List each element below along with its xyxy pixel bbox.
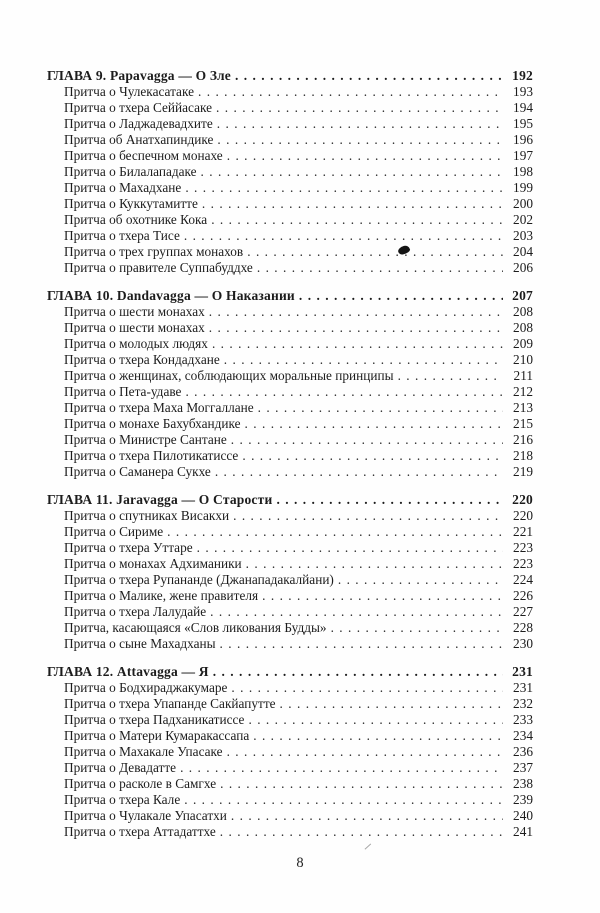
dot-leader	[167, 524, 503, 540]
toc-entry-title: Притча о расколе в Самгхе	[64, 776, 217, 791]
toc-entry-row	[47, 604, 533, 620]
dot-leader	[184, 228, 503, 244]
toc-entry-title: Притча о трех группах монахов	[64, 244, 244, 259]
dot-leader	[246, 556, 503, 572]
dot-leader	[245, 416, 503, 432]
toc-chapter-page: 220	[512, 492, 533, 507]
toc-entry-page: 212	[513, 384, 533, 399]
toc-section-entries	[47, 680, 533, 840]
dot-leader	[253, 728, 503, 744]
dot-leader	[212, 336, 503, 352]
toc-entry-page: 232	[513, 696, 533, 711]
toc-entry-row	[47, 636, 533, 652]
toc-entry-page: 231	[513, 680, 533, 695]
toc-entry-page: 240	[513, 808, 533, 823]
toc-entry-title: Притча о беспечном монахе	[64, 148, 223, 163]
toc-entry-title: Притча о тхера Рупананде (Джанападакалйани)	[64, 572, 334, 587]
toc-entry-title: Притча о правителе Суппабуддхе	[64, 260, 253, 275]
toc-entry-row	[47, 132, 533, 148]
page-number: 8	[296, 855, 304, 871]
toc-chapter-page: 192	[512, 68, 533, 83]
dot-leader	[231, 432, 503, 448]
toc-entry-row	[47, 304, 533, 320]
dot-leader	[220, 776, 503, 792]
toc-entry-title: Притча об Анатхапиндике	[64, 132, 214, 147]
toc-entry-title: Притча о Матери Кумаракассапа	[64, 728, 250, 743]
toc-entry-page: 233	[513, 712, 533, 727]
toc-entry-row	[47, 336, 533, 352]
toc-entry-page: 209	[513, 336, 533, 351]
toc-entry-page: 241	[513, 824, 533, 839]
toc-entry-page: 228	[513, 620, 533, 635]
toc-entry-title: Притча о монахах Адхиманики	[64, 556, 242, 571]
toc-entry-page: 198	[513, 164, 533, 179]
toc-entry-page: 199	[513, 180, 533, 195]
toc-entry-page: 238	[513, 776, 533, 791]
toc-entry-row	[47, 384, 533, 400]
toc-entry-row	[47, 368, 533, 384]
toc-entry-page: 197	[513, 148, 533, 163]
toc-entry-page: 234	[513, 728, 533, 743]
toc-entry-page: 226	[513, 588, 533, 603]
toc-chapter-title: ГЛАВА 11. Jaravagga — О Старости	[47, 492, 273, 507]
toc-entry-row	[47, 776, 533, 792]
toc-entry-title: Притча о Пета-удаве	[64, 384, 182, 399]
toc-entry-page: 221	[513, 524, 533, 539]
toc-entry-page: 203	[513, 228, 533, 243]
toc-entry-row	[47, 448, 533, 464]
toc-entry-row	[47, 760, 533, 776]
dot-leader	[280, 696, 503, 712]
toc-entry-row	[47, 244, 533, 260]
toc-section	[47, 288, 533, 480]
toc-entry-page: 224	[513, 572, 533, 587]
toc-entry-title: Притча о тхера Уттаре	[64, 540, 193, 555]
toc-entry-title: Притча о тхера Маха Моггаллане	[64, 400, 254, 415]
dot-leader	[180, 760, 503, 776]
dot-leader	[224, 352, 503, 368]
toc-entry-title: Притча о женщинах, соблюдающих моральные принципы	[64, 368, 394, 383]
toc-entry-title: Притча о Саманера Сукхе	[64, 464, 211, 479]
toc-entry-title: Притча о тхера Сеййасаке	[64, 100, 213, 115]
dot-leader	[227, 148, 503, 164]
toc-entry-row	[47, 792, 533, 808]
toc-entry-title: Притча о Малике, жене правителя	[64, 588, 259, 603]
toc-entry-title: Притча о Девадатте	[64, 760, 177, 775]
toc-section-entries	[47, 508, 533, 652]
dot-leader	[331, 620, 503, 636]
toc-entry-page: 218	[513, 448, 533, 463]
dot-leader	[248, 712, 503, 728]
toc-entry-row	[47, 464, 533, 480]
toc-entry-title: Притча о шести монахах	[64, 320, 205, 335]
toc-entry-title: Притча о тхера Кале	[64, 792, 181, 807]
dot-leader	[262, 588, 503, 604]
dot-leader	[217, 116, 503, 132]
toc-entry-title: Притча о спутниках Висакхи	[64, 508, 230, 523]
toc-entry-title: Притча, касающаяся «Слов ликования Будды»	[64, 620, 327, 635]
toc-entry-row	[47, 540, 533, 556]
toc-entry-title: Притча о Билалападаке	[64, 164, 197, 179]
toc-chapter-title: ГЛАВА 10. Dandavagga — О Наказании	[47, 288, 295, 303]
toc-entry-row	[47, 180, 533, 196]
toc-entry-row	[47, 824, 533, 840]
dot-leader	[217, 132, 503, 148]
dot-leader	[227, 744, 503, 760]
dot-leader	[201, 164, 503, 180]
toc-entry-page: 223	[513, 540, 533, 555]
toc-chapter-title: ГЛАВА 9. Papavagga — О Зле	[47, 68, 231, 83]
dot-leader	[202, 196, 503, 212]
toc-entry-title: Притча о Куккутамитте	[64, 196, 198, 211]
dot-leader	[276, 492, 503, 508]
dot-leader	[338, 572, 503, 588]
dot-leader	[209, 320, 503, 336]
toc-entry-row	[47, 196, 533, 212]
toc-entry-title: Притча о тхера Падханикатиссе	[64, 712, 245, 727]
toc-entry-row	[47, 680, 533, 696]
dot-leader	[185, 384, 503, 400]
toc-entry-row	[47, 260, 533, 276]
toc-entry-page: 206	[513, 260, 533, 275]
toc-entry-title: Притча о сыне Махадханы	[64, 636, 216, 651]
dot-leader	[299, 288, 503, 304]
toc-entry-row	[47, 620, 533, 636]
toc-entry-row	[47, 808, 533, 824]
toc-chapter-page: 207	[512, 288, 533, 303]
toc-chapter-title: ГЛАВА 12. Attavagga — Я	[47, 664, 209, 679]
toc-entry-title: Притча о Ладжадевадхите	[64, 116, 213, 131]
toc-entry-row	[47, 508, 533, 524]
toc-entry-row	[47, 696, 533, 712]
toc-entry-row	[47, 400, 533, 416]
toc-entry-title: Притча о тхера Упапанде Сакйапутте	[64, 696, 276, 711]
toc-section	[47, 68, 533, 276]
toc-entry-row	[47, 116, 533, 132]
toc-entry-title: Притча о тхера Лалудайе	[64, 604, 207, 619]
toc-entry-page: 230	[513, 636, 533, 651]
toc-chapter-page: 231	[512, 664, 533, 679]
dot-leader	[257, 260, 503, 276]
toc-section	[47, 492, 533, 652]
toc-entry-row	[47, 556, 533, 572]
dot-leader	[198, 84, 503, 100]
dot-leader	[184, 792, 503, 808]
toc-section-entries	[47, 304, 533, 480]
toc-entry-page: 208	[513, 320, 533, 335]
toc-entry-row	[47, 148, 533, 164]
toc-entry-row	[47, 432, 533, 448]
toc-entry-page: 219	[513, 464, 533, 479]
toc-entry-page: 239	[513, 792, 533, 807]
dot-leader	[197, 540, 503, 556]
dot-leader	[211, 212, 503, 228]
toc-entry-page: 213	[513, 400, 533, 415]
toc-entry-page: 236	[513, 744, 533, 759]
toc-entry-page: 220	[513, 508, 533, 523]
toc-entry-page: 202	[513, 212, 533, 227]
dot-leader	[210, 604, 503, 620]
toc-entry-title: Притча о Сириме	[64, 524, 164, 539]
toc-entry-row	[47, 728, 533, 744]
dot-leader	[215, 464, 503, 480]
toc-entry-row	[47, 712, 533, 728]
toc-entry-row	[47, 588, 533, 604]
toc-entry-page: 208	[513, 304, 533, 319]
toc-entry-row	[47, 320, 533, 336]
toc-entry-page: 211	[513, 368, 533, 383]
toc-entry-row	[47, 744, 533, 760]
toc-chapter-row	[47, 68, 533, 84]
dot-leader	[220, 824, 503, 840]
toc-entry-page: 200	[513, 196, 533, 211]
dot-leader	[220, 636, 503, 652]
toc-entry-row	[47, 352, 533, 368]
dot-leader	[247, 244, 503, 260]
toc-entry-title: Притча о тхера Кондадхане	[64, 352, 220, 367]
dot-leader	[235, 68, 503, 84]
toc-entry-title: Притча о молодых людях	[64, 336, 208, 351]
toc-entry-title: Притча о шести монахах	[64, 304, 205, 319]
dot-leader	[233, 508, 503, 524]
dot-leader	[258, 400, 503, 416]
toc-entry-page: 195	[513, 116, 533, 131]
toc-entry-title: Притча о Махакале Упасаке	[64, 744, 223, 759]
dot-leader	[185, 180, 503, 196]
toc-entry-row	[47, 416, 533, 432]
dot-leader	[231, 808, 503, 824]
toc-entry-row	[47, 164, 533, 180]
toc-entry-row	[47, 212, 533, 228]
table-of-contents	[47, 68, 533, 840]
toc-entry-title: Притча о монахе Бахубхандике	[64, 416, 241, 431]
toc-chapter-row	[47, 664, 533, 680]
toc-entry-page: 210	[513, 352, 533, 367]
toc-entry-page: 216	[513, 432, 533, 447]
toc-entry-row	[47, 524, 533, 540]
toc-entry-row	[47, 572, 533, 588]
toc-entry-page: 223	[513, 556, 533, 571]
toc-entry-title: Притча о Министре Сантане	[64, 432, 227, 447]
scan-scratch-artifact	[365, 844, 372, 850]
toc-entry-page: 227	[513, 604, 533, 619]
toc-chapter-row	[47, 492, 533, 508]
dot-leader	[216, 100, 503, 116]
toc-entry-title: Притча о Чулакале Упасатхи	[64, 808, 227, 823]
dot-leader	[209, 304, 503, 320]
toc-entry-title: Притча о тхера Аттадаттхе	[64, 824, 216, 839]
toc-entry-page: 193	[513, 84, 533, 99]
toc-entry-page: 196	[513, 132, 533, 147]
dot-leader	[398, 368, 503, 384]
dot-leader	[213, 664, 503, 680]
toc-entry-row	[47, 100, 533, 116]
toc-entry-title: Притча о Бодхираджакумаре	[64, 680, 228, 695]
toc-entry-page: 215	[513, 416, 533, 431]
toc-section	[47, 664, 533, 840]
toc-entry-page: 204	[513, 244, 533, 259]
toc-entry-page: 237	[513, 760, 533, 775]
dot-leader	[242, 448, 503, 464]
toc-entry-title: Притча о тхера Пилотикатиссе	[64, 448, 239, 463]
toc-entry-page: 194	[513, 100, 533, 115]
toc-entry-title: Притча о Махадхане	[64, 180, 182, 195]
dot-leader	[231, 680, 503, 696]
toc-entry-row	[47, 228, 533, 244]
toc-entry-title: Притча о тхера Тисе	[64, 228, 180, 243]
toc-entry-title: Притча о Чулекасатаке	[64, 84, 194, 99]
toc-entry-title: Притча об охотнике Кока	[64, 212, 208, 227]
toc-chapter-row	[47, 288, 533, 304]
toc-entry-row	[47, 84, 533, 100]
toc-section-entries	[47, 84, 533, 276]
